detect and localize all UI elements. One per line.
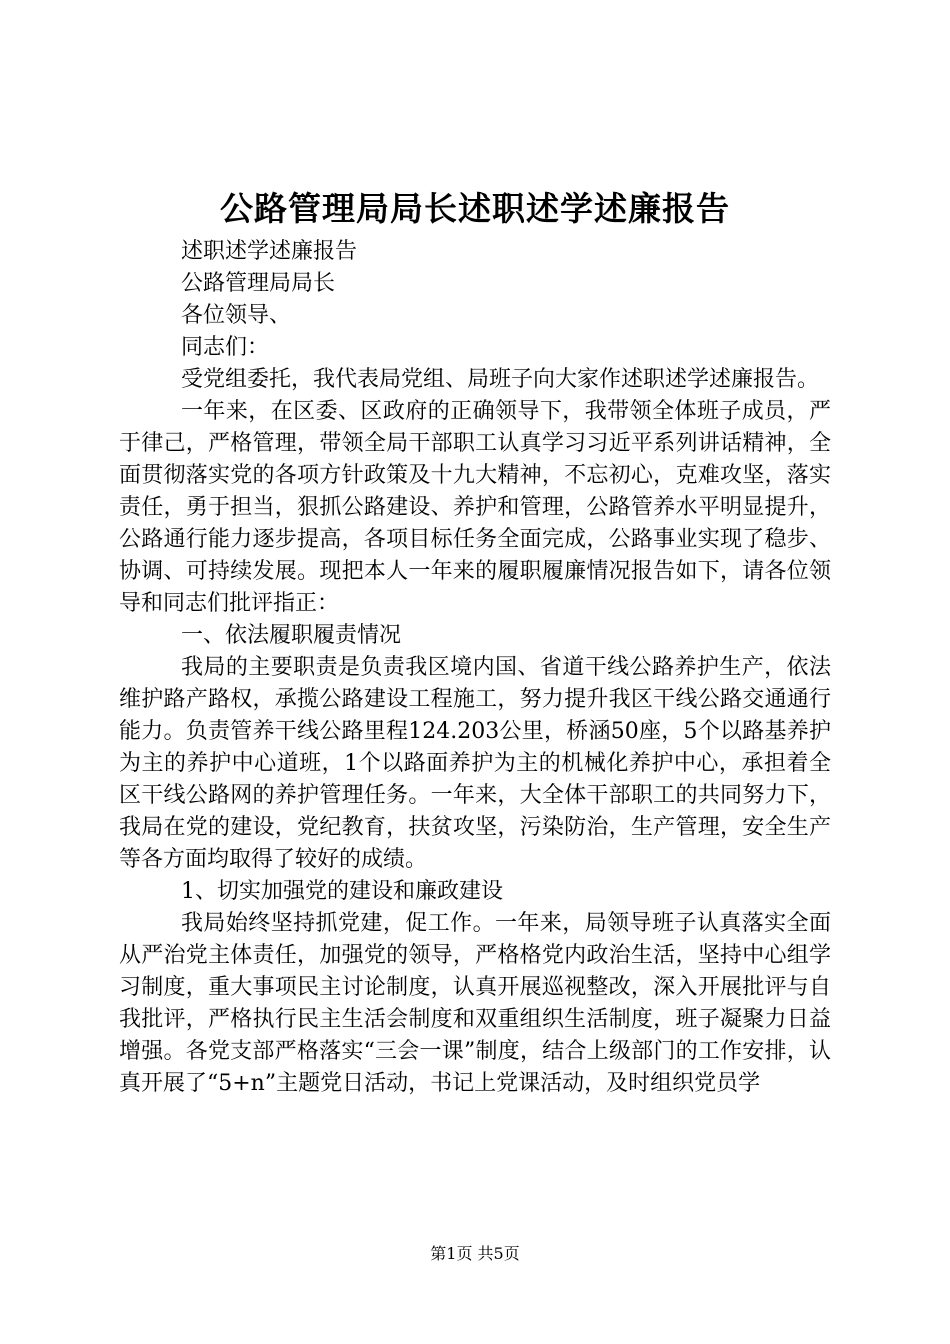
salutation-line-2: 同志们：: [181, 335, 270, 360]
subsection-heading-1: 1、切实加强党的建设和廉政建设: [181, 879, 503, 904]
section-heading-1: 一、依法履职履责情况: [181, 623, 402, 648]
paragraph-duties: 我局的主要职责是负责我区境内国、省道干线公路养护生产，依法维护路产路权，承揽公路建设工程施工，努力提升我区干线公路交通通行能力。负责管养干线公路里程124.203公里，桥涵50座，5个以路基养护为主的养护中心道班，1个以路面养护为主的机械化养护中心，承担着全区干线公路网的养护管理任务。一年来，大全体干部职工的共同努力下，我局在党的建设，党纪教育，扶贫攻坚，污染防治，生产管理，安全生产等各方面均取得了较好的成绩。: [119, 655, 831, 872]
paragraph-party-building: 我局始终坚持抓党建，促工作。一年来，局领导班子认真落实全面从严治党主体责任，加强党的领导，严格格党内政治生活，坚持中心组学习制度，重大事项民主讨论制度，认真开展巡视整改，深入开展批评与自我批评，严格执行民主生活会制度和双重组织生活制度，班子凝聚力日益增强。各党支部严格落实“三会一课”制度，结合上级部门的工作安排，认真开展了“5+n”主题党日活动，书记上党课活动，及时组织党员学: [119, 911, 831, 1096]
salutation-line-1: 各位领导、: [181, 303, 292, 328]
document-title: 公路管理局局长述职述学述廉报告: [220, 189, 730, 228]
page-footer: 第1页 共5页: [430, 1244, 520, 1263]
paragraph-intro: 受党组委托，我代表局党组、局班子向大家作述职述学述廉报告。: [181, 367, 820, 392]
report-heading-line: 述职述学述廉报告: [181, 239, 358, 264]
document-body: [119, 236, 831, 1100]
author-line: 公路管理局局长: [181, 271, 336, 296]
paragraph-summary: 一年来，在区委、区政府的正确领导下，我带领全体班子成员，严于律己，严格管理，带领全局干部职工认真学习习近平系列讲话精神，全面贯彻落实党的各项方针政策及十九大精神，不忘初心，克难攻坚，落实责任，勇于担当，狠抓公路建设、养护和管理，公路管养水平明显提升，公路通行能力逐步提高，各项目标任务全面完成，公路事业实现了稳步、协调、可持续发展。现把本人一年来的履职履廉情况报告如下，请各位领导和同志们批评指正：: [119, 399, 831, 616]
